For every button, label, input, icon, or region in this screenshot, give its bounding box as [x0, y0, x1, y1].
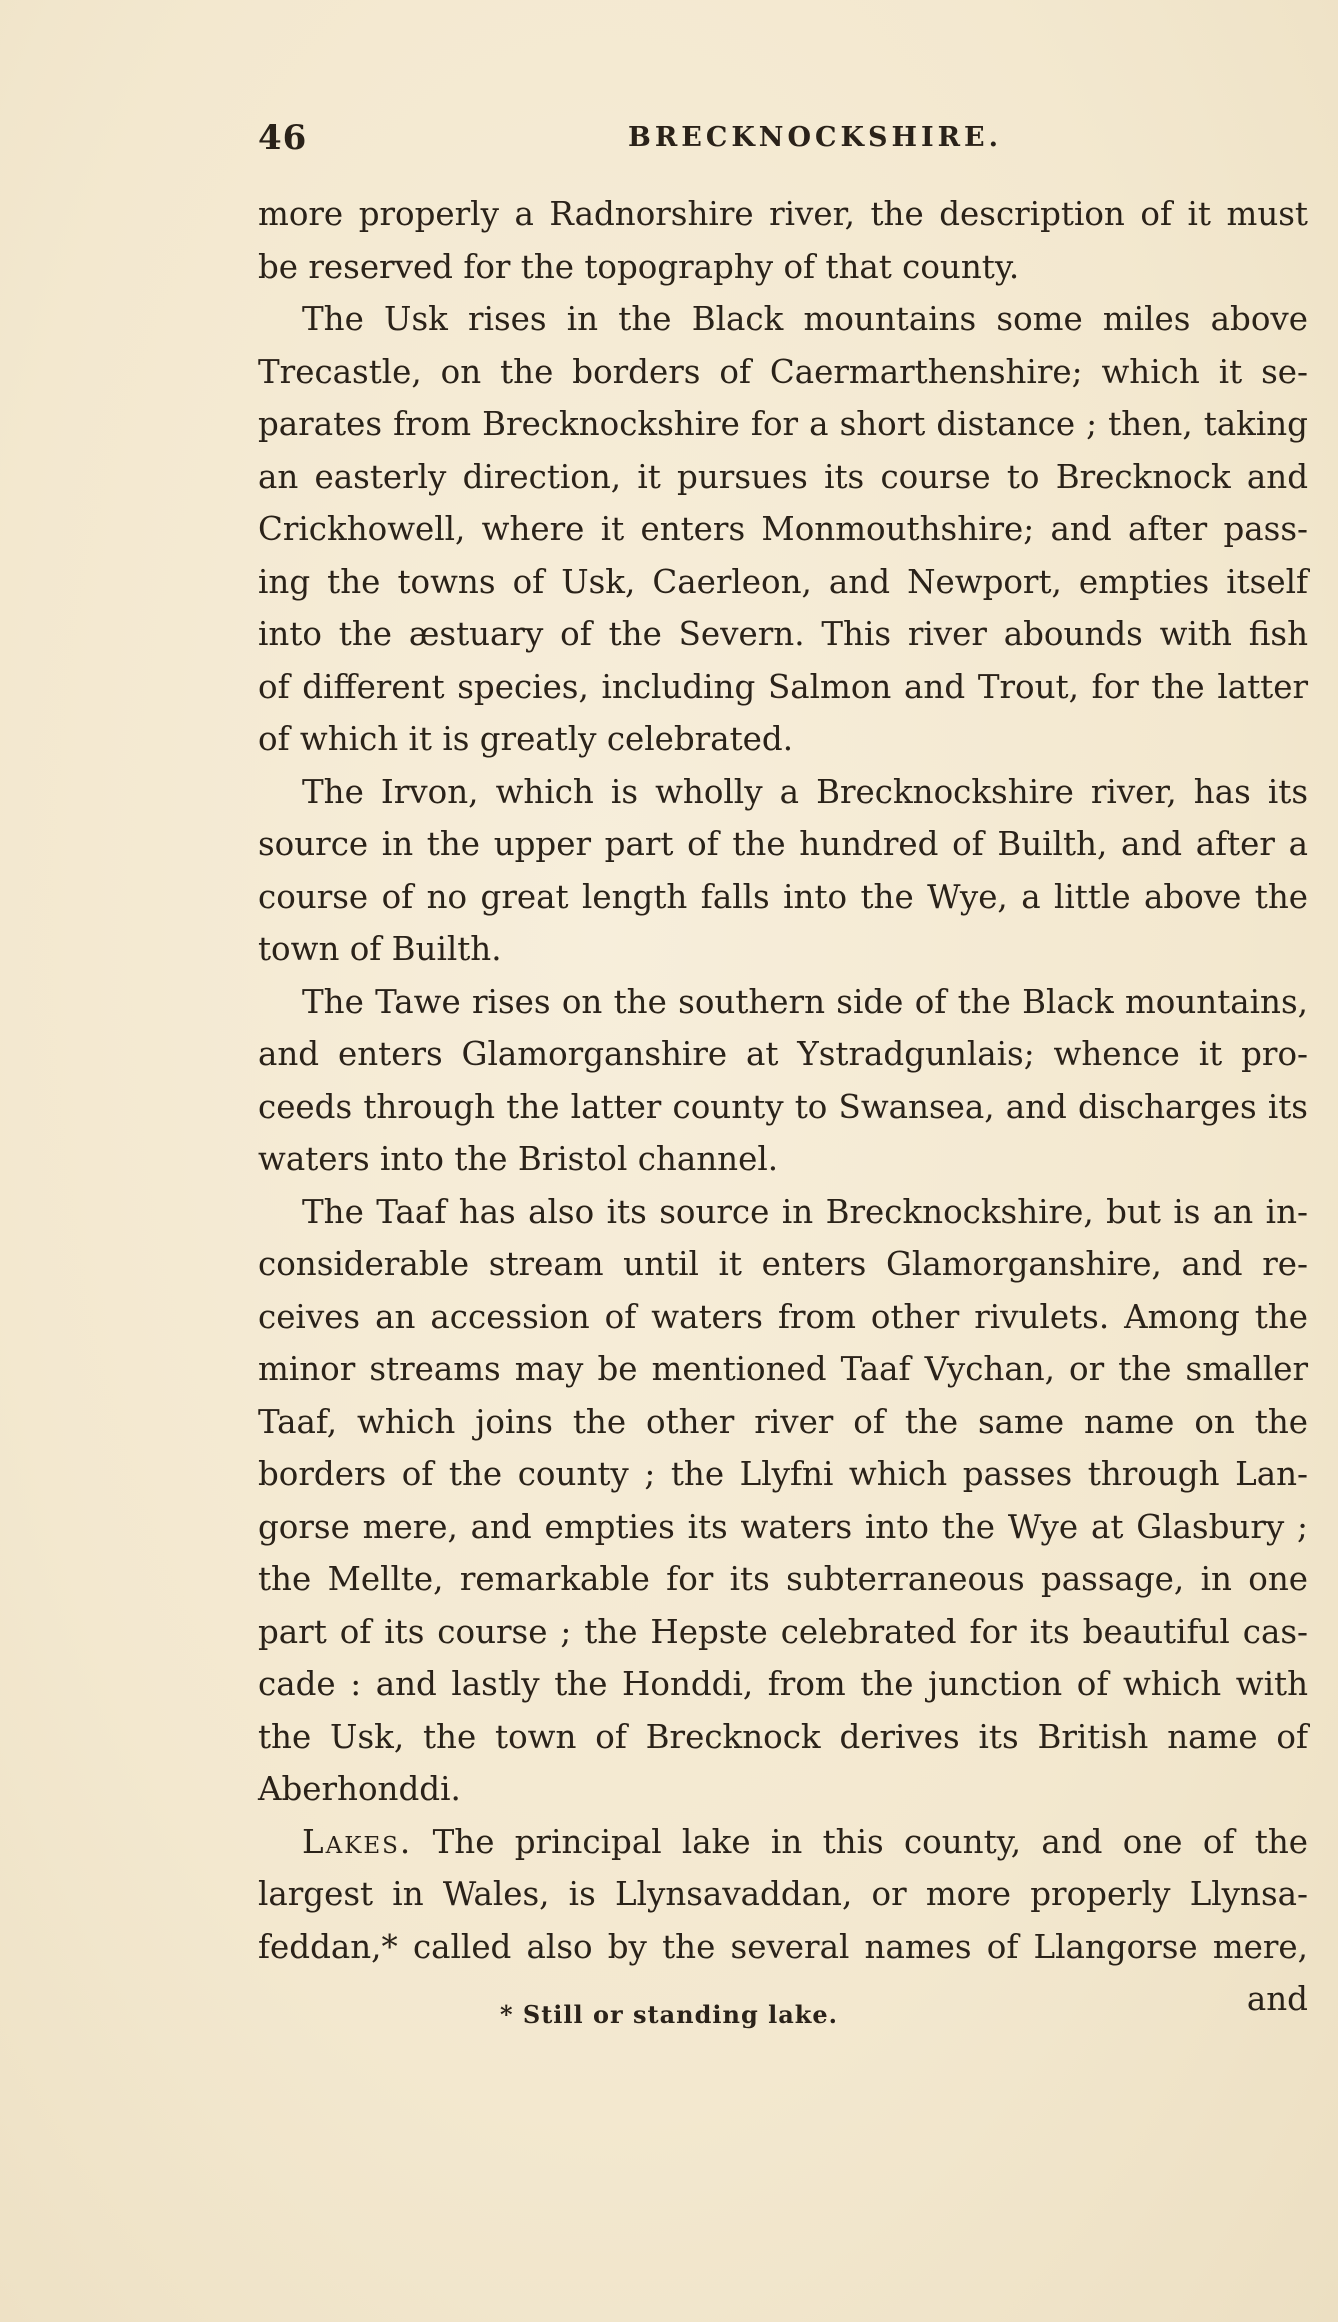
text-line: Crickhowell, where it enters Monmouthshire; and after pass-	[258, 510, 1308, 548]
text-line: of which it is greatly celebrated.	[258, 720, 794, 758]
lakes-paragraph-start	[258, 1816, 1308, 1869]
text-line: The principal lake in this county, and one of the	[432, 1822, 1308, 1861]
running-title: BRECKNOCKSHIRE.	[628, 122, 1003, 153]
text-line: waters into the Bristol channel.	[258, 1140, 779, 1178]
text-line: the Mellte, remarkable for its subterraneous passage, in one	[258, 1560, 1308, 1598]
section-heading-lakes: Lakes.	[302, 1822, 413, 1861]
text-line: considerable stream until it enters Glamorganshire, and re-	[258, 1245, 1308, 1283]
text-line: borders of the county ; the Llyfni which passes through Lan-	[258, 1455, 1308, 1493]
text-line: and enters Glamorganshire at Ystradgunlais; whence it pro-	[258, 1035, 1308, 1073]
text-line: The Usk rises in the Black mountains some miles above	[302, 300, 1308, 338]
text-line: ceives an accession of waters from other rivulets. Among the	[258, 1297, 1308, 1336]
text-line: feddan,* called also by the several names of Llangorse mere,	[258, 1927, 1308, 1966]
text-line: more properly a Radnorshire river, the description of it must	[258, 195, 1308, 233]
text-line: town of Builth.	[258, 930, 502, 968]
text-line: source in the upper part of the hundred of Builth, and after a	[258, 825, 1308, 863]
text-line: The Irvon, which is wholly a Brecknockshire river, has its	[302, 772, 1308, 811]
text-line: course of no great length falls into the Wye, a little above the	[258, 877, 1308, 916]
text-line: The Taaf has also its source in Brecknockshire, but is an in-	[302, 1192, 1308, 1231]
text-line: the Usk, the town of Brecknock derives its British name of	[258, 1717, 1308, 1756]
body-text	[258, 188, 1308, 2026]
text-line: into the æstuary of the Severn. This river abounds with fish	[258, 615, 1308, 653]
text-line: Trecastle, on the borders of Caermarthenshire; which it se-	[258, 352, 1308, 391]
footnote: * Still or standing lake.	[499, 2000, 839, 2029]
page-number: 46	[258, 118, 308, 158]
text-line: gorse mere, and empties its waters into the Wye at Glasbury ;	[258, 1507, 1308, 1546]
text-line: parates from Brecknockshire for a short distance ; then, taking	[258, 405, 1308, 443]
text-line: minor streams may be mentioned Taaf Vychan, or the smaller	[258, 1350, 1308, 1388]
catchword: and	[1246, 1980, 1308, 2018]
text-line: Taaf, which joins the other river of the same name on the	[258, 1402, 1308, 1441]
text-line: part of its course ; the Hepste celebrated for its beautiful cas-	[258, 1612, 1308, 1651]
text-line: ing the towns of Usk, Caerleon, and Newport, empties itself	[258, 562, 1308, 601]
text-line: cade : and lastly the Honddi, from the junction of which with	[258, 1665, 1308, 1703]
text-line: largest in Wales, is Llynsavaddan, or more properly Llynsa-	[258, 1875, 1308, 1913]
text-line: be reserved for the topography of that county.	[258, 247, 1020, 286]
text-line: an easterly direction, it pursues its course to Brecknock and	[258, 457, 1308, 496]
page-header	[258, 118, 1308, 162]
text-line: Aberhonddi.	[258, 1770, 461, 1808]
text-line: The Tawe rises on the southern side of the Black mountains,	[302, 982, 1308, 1021]
text-line: of different species, including Salmon and Trout, for the latter	[258, 667, 1308, 706]
text-line: ceeds through the latter county to Swansea, and discharges its	[258, 1087, 1308, 1126]
